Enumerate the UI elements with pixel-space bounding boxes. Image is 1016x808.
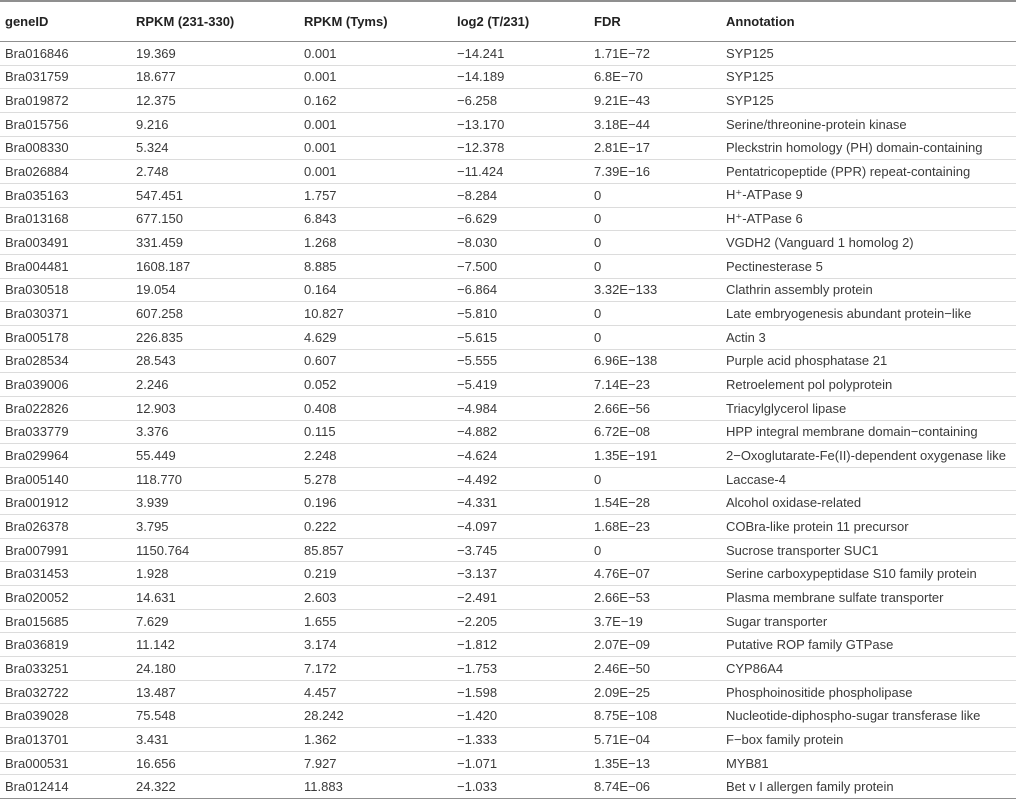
cell-annotation: MYB81	[721, 751, 1016, 775]
cell-geneid: Bra022826	[0, 396, 131, 420]
cell-rpkm-tyms: 11.883	[299, 775, 452, 799]
cell-log2: −1.753	[452, 657, 589, 681]
cell-log2: −5.555	[452, 349, 589, 373]
table-row	[0, 538, 1016, 562]
table-row	[0, 562, 1016, 586]
cell-geneid: Bra030371	[0, 302, 131, 326]
cell-rpkm-231-330: 75.548	[131, 704, 299, 728]
cell-rpkm-tyms: 1.362	[299, 728, 452, 752]
table-row	[0, 491, 1016, 515]
cell-fdr: 0	[589, 302, 721, 326]
cell-log2: −5.615	[452, 325, 589, 349]
cell-geneid: Bra013701	[0, 728, 131, 752]
cell-annotation: Triacylglycerol lipase	[721, 396, 1016, 420]
cell-log2: −1.333	[452, 728, 589, 752]
cell-log2: −1.071	[452, 751, 589, 775]
cell-log2: −5.810	[452, 302, 589, 326]
cell-rpkm-231-330: 331.459	[131, 231, 299, 255]
cell-rpkm-tyms: 2.603	[299, 586, 452, 610]
cell-log2: −4.097	[452, 515, 589, 539]
cell-fdr: 8.75E−108	[589, 704, 721, 728]
cell-rpkm-231-330: 24.180	[131, 657, 299, 681]
cell-log2: −6.629	[452, 207, 589, 231]
cell-fdr: 6.96E−138	[589, 349, 721, 373]
cell-log2: −6.864	[452, 278, 589, 302]
table-row	[0, 278, 1016, 302]
cell-fdr: 1.54E−28	[589, 491, 721, 515]
cell-fdr: 3.18E−44	[589, 112, 721, 136]
cell-rpkm-tyms: 5.278	[299, 467, 452, 491]
cell-fdr: 2.09E−25	[589, 680, 721, 704]
cell-geneid: Bra005178	[0, 325, 131, 349]
cell-rpkm-231-330: 226.835	[131, 325, 299, 349]
table-row	[0, 751, 1016, 775]
cell-rpkm-tyms: 3.174	[299, 633, 452, 657]
cell-rpkm-231-330: 55.449	[131, 444, 299, 468]
cell-annotation: VGDH2 (Vanguard 1 homolog 2)	[721, 231, 1016, 255]
cell-log2: −4.331	[452, 491, 589, 515]
cell-rpkm-231-330: 14.631	[131, 586, 299, 610]
cell-rpkm-231-330: 1608.187	[131, 254, 299, 278]
cell-rpkm-231-330: 11.142	[131, 633, 299, 657]
cell-rpkm-231-330: 2.748	[131, 160, 299, 184]
table-row	[0, 444, 1016, 468]
cell-rpkm-231-330: 607.258	[131, 302, 299, 326]
cell-fdr: 1.71E−72	[589, 42, 721, 66]
cell-geneid: Bra035163	[0, 183, 131, 207]
cell-rpkm-tyms: 1.757	[299, 183, 452, 207]
cell-geneid: Bra031759	[0, 65, 131, 89]
cell-log2: −1.598	[452, 680, 589, 704]
table-row	[0, 160, 1016, 184]
table-row	[0, 420, 1016, 444]
cell-fdr: 0	[589, 325, 721, 349]
table-row	[0, 89, 1016, 113]
cell-annotation: H⁺-ATPase 9	[721, 183, 1016, 207]
cell-annotation: CYP86A4	[721, 657, 1016, 681]
table-row	[0, 65, 1016, 89]
cell-annotation: Putative ROP family GTPase	[721, 633, 1016, 657]
cell-annotation: Sucrose transporter SUC1	[721, 538, 1016, 562]
cell-rpkm-tyms: 0.164	[299, 278, 452, 302]
cell-rpkm-tyms: 0.001	[299, 136, 452, 160]
cell-log2: −1.420	[452, 704, 589, 728]
header-fdr: FDR	[589, 1, 721, 42]
cell-log2: −2.205	[452, 609, 589, 633]
cell-rpkm-tyms: 7.172	[299, 657, 452, 681]
cell-geneid: Bra001912	[0, 491, 131, 515]
cell-rpkm-231-330: 24.322	[131, 775, 299, 799]
cell-geneid: Bra026884	[0, 160, 131, 184]
cell-geneid: Bra005140	[0, 467, 131, 491]
cell-fdr: 0	[589, 538, 721, 562]
header-row	[0, 1, 1016, 42]
table-row	[0, 349, 1016, 373]
cell-geneid: Bra026378	[0, 515, 131, 539]
table-row	[0, 586, 1016, 610]
table-row	[0, 467, 1016, 491]
cell-fdr: 0	[589, 231, 721, 255]
cell-log2: −4.492	[452, 467, 589, 491]
cell-rpkm-tyms: 0.052	[299, 373, 452, 397]
cell-rpkm-tyms: 0.115	[299, 420, 452, 444]
cell-rpkm-tyms: 4.629	[299, 325, 452, 349]
cell-rpkm-tyms: 1.655	[299, 609, 452, 633]
cell-annotation: Serine/threonine-protein kinase	[721, 112, 1016, 136]
cell-rpkm-tyms: 1.268	[299, 231, 452, 255]
cell-fdr: 3.32E−133	[589, 278, 721, 302]
cell-geneid: Bra029964	[0, 444, 131, 468]
table-row	[0, 254, 1016, 278]
cell-geneid: Bra015685	[0, 609, 131, 633]
cell-geneid: Bra031453	[0, 562, 131, 586]
table-row	[0, 704, 1016, 728]
cell-log2: −5.419	[452, 373, 589, 397]
table-row	[0, 231, 1016, 255]
cell-annotation: Alcohol oxidase-related	[721, 491, 1016, 515]
cell-fdr: 7.39E−16	[589, 160, 721, 184]
cell-rpkm-tyms: 0.001	[299, 112, 452, 136]
cell-rpkm-tyms: 8.885	[299, 254, 452, 278]
cell-geneid: Bra013168	[0, 207, 131, 231]
cell-annotation: Pleckstrin homology (PH) domain-containing	[721, 136, 1016, 160]
cell-rpkm-231-330: 2.246	[131, 373, 299, 397]
cell-annotation: Phosphoinositide phospholipase	[721, 680, 1016, 704]
table-row	[0, 657, 1016, 681]
cell-geneid: Bra030518	[0, 278, 131, 302]
cell-annotation: Purple acid phosphatase 21	[721, 349, 1016, 373]
cell-annotation: F−box family protein	[721, 728, 1016, 752]
cell-log2: −1.033	[452, 775, 589, 799]
header-rpkm-tyms: RPKM (Tyms)	[299, 1, 452, 42]
cell-rpkm-231-330: 28.543	[131, 349, 299, 373]
cell-geneid: Bra004481	[0, 254, 131, 278]
cell-annotation: Plasma membrane sulfate transporter	[721, 586, 1016, 610]
table-row	[0, 302, 1016, 326]
cell-rpkm-tyms: 0.222	[299, 515, 452, 539]
cell-rpkm-231-330: 3.431	[131, 728, 299, 752]
cell-geneid: Bra032722	[0, 680, 131, 704]
cell-log2: −1.812	[452, 633, 589, 657]
cell-annotation: HPP integral membrane domain−containing	[721, 420, 1016, 444]
cell-geneid: Bra028534	[0, 349, 131, 373]
cell-geneid: Bra015756	[0, 112, 131, 136]
table-row	[0, 373, 1016, 397]
header-rpkm-231-330: RPKM (231-330)	[131, 1, 299, 42]
table-header	[0, 1, 1016, 42]
cell-rpkm-tyms: 4.457	[299, 680, 452, 704]
cell-rpkm-tyms: 2.248	[299, 444, 452, 468]
cell-annotation: 2−Oxoglutarate-Fe(II)-dependent oxygenase like	[721, 444, 1016, 468]
cell-rpkm-231-330: 18.677	[131, 65, 299, 89]
cell-log2: −12.378	[452, 136, 589, 160]
cell-fdr: 2.81E−17	[589, 136, 721, 160]
cell-log2: −4.882	[452, 420, 589, 444]
cell-fdr: 2.07E−09	[589, 633, 721, 657]
cell-rpkm-tyms: 0.001	[299, 65, 452, 89]
table-row	[0, 609, 1016, 633]
cell-rpkm-231-330: 3.376	[131, 420, 299, 444]
table-row	[0, 112, 1016, 136]
cell-rpkm-tyms: 85.857	[299, 538, 452, 562]
cell-fdr: 1.68E−23	[589, 515, 721, 539]
cell-rpkm-231-330: 677.150	[131, 207, 299, 231]
cell-rpkm-tyms: 10.827	[299, 302, 452, 326]
cell-fdr: 0	[589, 254, 721, 278]
cell-fdr: 0	[589, 183, 721, 207]
cell-annotation: Late embryogenesis abundant protein−like	[721, 302, 1016, 326]
cell-annotation: H⁺-ATPase 6	[721, 207, 1016, 231]
table-row	[0, 396, 1016, 420]
cell-rpkm-tyms: 0.001	[299, 160, 452, 184]
cell-annotation: SYP125	[721, 42, 1016, 66]
cell-annotation: SYP125	[721, 89, 1016, 113]
cell-fdr: 3.7E−19	[589, 609, 721, 633]
cell-fdr: 2.66E−56	[589, 396, 721, 420]
cell-geneid: Bra012414	[0, 775, 131, 799]
cell-rpkm-231-330: 19.054	[131, 278, 299, 302]
cell-rpkm-231-330: 9.216	[131, 112, 299, 136]
cell-annotation: Pectinesterase 5	[721, 254, 1016, 278]
cell-geneid: Bra020052	[0, 586, 131, 610]
cell-annotation: Bet v I allergen family protein	[721, 775, 1016, 799]
cell-rpkm-231-330: 118.770	[131, 467, 299, 491]
cell-log2: −3.137	[452, 562, 589, 586]
cell-rpkm-231-330: 12.375	[131, 89, 299, 113]
cell-rpkm-231-330: 547.451	[131, 183, 299, 207]
cell-rpkm-231-330: 16.656	[131, 751, 299, 775]
table-row	[0, 633, 1016, 657]
header-annotation: Annotation	[721, 1, 1016, 42]
cell-annotation: COBra-like protein 11 precursor	[721, 515, 1016, 539]
cell-rpkm-tyms: 0.607	[299, 349, 452, 373]
cell-annotation: Actin 3	[721, 325, 1016, 349]
table-body	[0, 42, 1016, 799]
cell-fdr: 1.35E−13	[589, 751, 721, 775]
cell-fdr: 9.21E−43	[589, 89, 721, 113]
table-row	[0, 136, 1016, 160]
cell-log2: −11.424	[452, 160, 589, 184]
cell-rpkm-tyms: 7.927	[299, 751, 452, 775]
cell-rpkm-tyms: 6.843	[299, 207, 452, 231]
header-log2: log2 (T/231)	[452, 1, 589, 42]
table-row	[0, 515, 1016, 539]
cell-geneid: Bra039028	[0, 704, 131, 728]
cell-rpkm-231-330: 3.939	[131, 491, 299, 515]
cell-geneid: Bra039006	[0, 373, 131, 397]
cell-fdr: 5.71E−04	[589, 728, 721, 752]
cell-fdr: 2.66E−53	[589, 586, 721, 610]
cell-rpkm-231-330: 12.903	[131, 396, 299, 420]
cell-geneid: Bra003491	[0, 231, 131, 255]
cell-log2: −4.984	[452, 396, 589, 420]
cell-log2: −6.258	[452, 89, 589, 113]
cell-log2: −8.030	[452, 231, 589, 255]
table-row	[0, 728, 1016, 752]
header-geneid: geneID	[0, 1, 131, 42]
table-row	[0, 680, 1016, 704]
cell-rpkm-tyms: 0.408	[299, 396, 452, 420]
cell-geneid: Bra000531	[0, 751, 131, 775]
cell-geneid: Bra007991	[0, 538, 131, 562]
cell-annotation: SYP125	[721, 65, 1016, 89]
cell-rpkm-231-330: 1.928	[131, 562, 299, 586]
cell-geneid: Bra008330	[0, 136, 131, 160]
cell-annotation: Nucleotide-diphospho-sugar transferase like	[721, 704, 1016, 728]
table-row	[0, 183, 1016, 207]
cell-geneid: Bra033251	[0, 657, 131, 681]
cell-rpkm-tyms: 28.242	[299, 704, 452, 728]
cell-annotation: Laccase-4	[721, 467, 1016, 491]
cell-rpkm-tyms: 0.219	[299, 562, 452, 586]
table-row	[0, 207, 1016, 231]
cell-rpkm-231-330: 13.487	[131, 680, 299, 704]
cell-fdr: 0	[589, 467, 721, 491]
cell-annotation: Serine carboxypeptidase S10 family protein	[721, 562, 1016, 586]
cell-log2: −8.284	[452, 183, 589, 207]
cell-annotation: Clathrin assembly protein	[721, 278, 1016, 302]
table-row	[0, 42, 1016, 66]
cell-geneid: Bra036819	[0, 633, 131, 657]
cell-fdr: 8.74E−06	[589, 775, 721, 799]
cell-fdr: 7.14E−23	[589, 373, 721, 397]
cell-geneid: Bra019872	[0, 89, 131, 113]
cell-annotation: Pentatricopeptide (PPR) repeat-containing	[721, 160, 1016, 184]
cell-log2: −3.745	[452, 538, 589, 562]
cell-fdr: 0	[589, 207, 721, 231]
cell-rpkm-tyms: 0.162	[299, 89, 452, 113]
cell-annotation: Retroelement pol polyprotein	[721, 373, 1016, 397]
cell-log2: −14.241	[452, 42, 589, 66]
cell-fdr: 1.35E−191	[589, 444, 721, 468]
cell-log2: −14.189	[452, 65, 589, 89]
cell-rpkm-231-330: 5.324	[131, 136, 299, 160]
cell-geneid: Bra016846	[0, 42, 131, 66]
cell-rpkm-tyms: 0.196	[299, 491, 452, 515]
cell-annotation: Sugar transporter	[721, 609, 1016, 633]
cell-rpkm-231-330: 19.369	[131, 42, 299, 66]
cell-fdr: 6.8E−70	[589, 65, 721, 89]
cell-log2: −7.500	[452, 254, 589, 278]
table-row	[0, 325, 1016, 349]
cell-log2: −13.170	[452, 112, 589, 136]
cell-rpkm-231-330: 7.629	[131, 609, 299, 633]
cell-fdr: 2.46E−50	[589, 657, 721, 681]
table-row	[0, 775, 1016, 799]
cell-log2: −2.491	[452, 586, 589, 610]
cell-log2: −4.624	[452, 444, 589, 468]
cell-geneid: Bra033779	[0, 420, 131, 444]
cell-rpkm-tyms: 0.001	[299, 42, 452, 66]
cell-fdr: 6.72E−08	[589, 420, 721, 444]
cell-fdr: 4.76E−07	[589, 562, 721, 586]
cell-rpkm-231-330: 3.795	[131, 515, 299, 539]
cell-rpkm-231-330: 1150.764	[131, 538, 299, 562]
